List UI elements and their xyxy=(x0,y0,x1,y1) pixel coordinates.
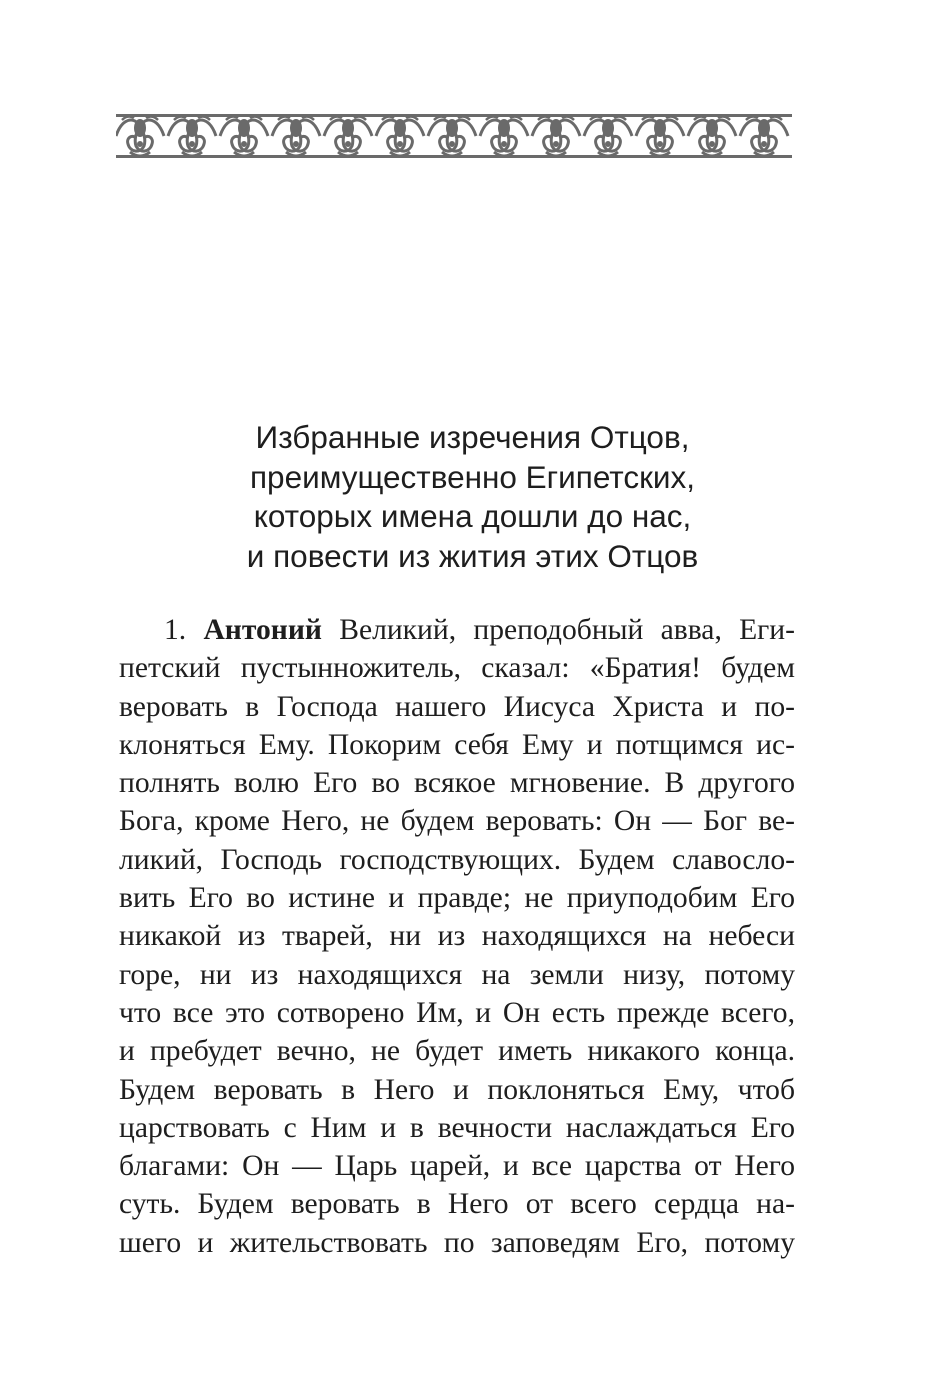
heading-line: и повести из жития этих Отцов xyxy=(246,537,699,574)
paragraph-line: горе, ни из находящихся на земли низу, потому xyxy=(119,958,795,991)
saying-number: 1. xyxy=(164,614,187,646)
paragraph-line: и пребудет вечно, не будет иметь никакого конца. xyxy=(119,1035,795,1068)
paragraph-line: полнять волю Его во всякое мгновение. В другого xyxy=(119,767,795,800)
paragraph-line: веровать в Господа нашего Иисуса Христа и по- xyxy=(119,690,795,723)
paragraph-line: никакой из тварей, ни из находящихся на небеси xyxy=(119,920,795,953)
heading-line: которых имена дошли до нас, xyxy=(253,498,692,534)
paragraph-line: Будем веровать в Него и поклоняться Ему, чтоб xyxy=(119,1073,795,1106)
first-line-text: Великий, преподобный авва, Еги- xyxy=(339,614,795,646)
paragraph-line: благами: Он — Царь царей, и все царства от Него xyxy=(119,1150,795,1183)
paragraph-line: петский пустынножитель, сказал: «Братия! будем xyxy=(119,652,795,685)
chapter-heading xyxy=(0,418,945,576)
paragraph-line: вить Его во истине и правде; не приуподобим Его xyxy=(119,882,795,915)
saying-paragraph xyxy=(119,611,795,1262)
paragraph-first-line xyxy=(119,611,795,649)
paragraph-line: клоняться Ему. Покорим себя Ему и потщимся ис- xyxy=(119,728,795,761)
father-name: Антоний xyxy=(203,614,322,646)
paragraph-line: суть. Будем веровать в Него от всего сердца на- xyxy=(119,1188,795,1221)
paragraph-line: царствовать с Ним и в вечности наслаждаться Его xyxy=(119,1111,795,1144)
heading-line: Избранные изречения Отцов, xyxy=(255,419,690,455)
paragraph-line: ликий, Господь господствующих. Будем славосло- xyxy=(119,843,795,876)
paragraph-line: Бога, кроме Него, не будем веровать: Он — Бог ве- xyxy=(119,805,795,838)
paragraph-line: шего и жительствовать по заповедям Его, потому xyxy=(119,1226,795,1259)
floral-border-ornament xyxy=(116,112,792,160)
heading-line: преимущественно Египетских, xyxy=(250,458,695,495)
paragraph-line: что все это сотворено Им, и Он есть прежде всего, xyxy=(119,996,795,1029)
